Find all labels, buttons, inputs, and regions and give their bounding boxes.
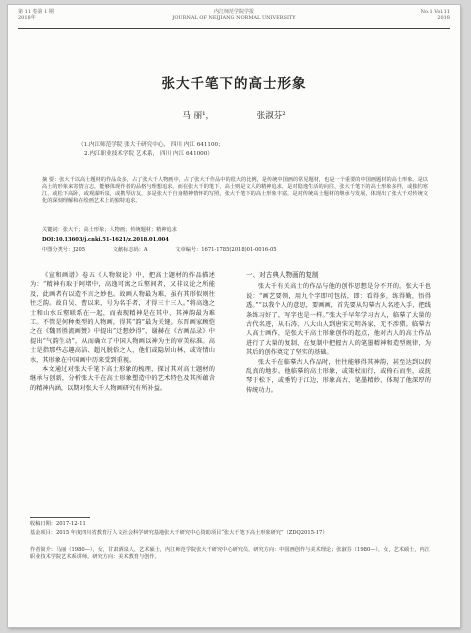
abstract: 摘 要：张大千以高士题材的作品众多，占了张大千人物画中，占了张大千作品中的很大的比例，是传统中国画的常见题材，也是一个重要的中国画题材的高士形象。是以高士的形象来寄情言志，能够体现作者的品格与理想追求。而在张大千的笔下，高士则是文人的精神追求，是对隐逸生活的向往，张大千笔下的高士形象多样，或独钓寒江，或松下高卧，或观瀑听泉，或携琴访友，多是张大千自身精神情怀的写照。张大千笔下的高士形象丰富，是对传统高士题材的继承与发展，体现出了张大千对传统文化的深刻理解和在绘画艺术上的独特追求。 [42, 177, 428, 205]
doi [42, 237, 169, 243]
header-volume-en: No.1 Vol.11 [420, 9, 450, 15]
received-date: 收稿日期：2017-12-11 [30, 521, 86, 527]
header-year-en: 2018 [437, 15, 450, 21]
author-line [8, 109, 460, 121]
author-2: 张淑芬² [256, 111, 286, 121]
author-1: 马 丽¹， [182, 111, 214, 121]
body-paragraph: 《宣和画谱》卷五《人物叙论》中，把高士题材的作品描述为：“精神有取于阿堵中，高逸可寓之丘壑间者，又非议论之所能及，此画者有以造不言之妙也。故画人物最为难，虽有其形似则往往乏韵。故自吴、曹以来，号为名手者，才得三十三人。”将高逸之士和山水丘壑联系在一起，而表现精神是在其中，其神韵最为难工。不管是何种类型的人物画，得其“韵”最为关键。东晋画家顾恺之在《魏晋胜流画赞》中提出“迁想妙得”，谢赫在《古画品录》中提出“气韵生动”，从而确立了中国人物画以神为主的审美标准。高士是指那些志趣高洁、超凡脱俗之人，他们或隐居山林，或寄情山水，其形象在中国画中历来受到重视。 [30, 272, 215, 364]
footnote-divider [30, 517, 90, 518]
running-header [18, 8, 450, 29]
journal-name-cn: 内江师范学院学报 [213, 9, 254, 15]
journal-name-en: JOURNAL OF NEIJIANG NORMAL UNIVERSITY [172, 15, 296, 21]
header-volume: 第 11 卷第 1 期 [18, 9, 54, 15]
header-journal [18, 9, 450, 21]
body-paragraph: 张大千有关高士的作品与他的创作思想是分不开的。张大千也说：“画艺要领，用九个字即可包括，即：看得多，练得勤，悟得透。”“以我个人的意思，要画画，首先要从勾摹古人名迹入手，把线条练习好了，写字也是一样。”张大千早年学习古人，临摹了大量的古代名迹，从石涛、八大山人到唐宋元明各家，无不涉猎。临摹古人高士画作，是张大千高士形象创作的起点，他对古人的高士作品进行了大量的复制，在复制中把握古人的笔墨精神和造型规律，为其后的创作奠定了坚实的基础。 [246, 283, 431, 357]
header-year: 2018年 [18, 15, 36, 21]
author-bio: 作者简介：马丽（1980—），女，甘肃酒泉人，艺术硕士，内江师范学院张大千研究中心研究员，研究方向：中国画创作与美术理论；张淑芬（1980—），女，艺术硕士，内江职业技术学院艺术系讲师，研究方向：美术教育与创作。 [30, 547, 430, 561]
affiliation-1: （1.内江师范学院 张大千研究中心， 四川 内江 641100； [78, 142, 224, 148]
body-left-column [30, 271, 215, 393]
affiliation-2: 2.内江职业技术学院 艺术系， 四川 内江 641000） [84, 151, 213, 157]
body-paragraph: 张大千在临摹古人作品时，往往能够得其神韵，甚至达到以假乱真的地步。他临摹的高士形象，或策杖而行，或倚石而坐，或抚琴于松下，或垂钓于江边，形象高古，笔墨精妙，体现了他深厚的传统功力。 [246, 358, 431, 394]
body-paragraph: 本文通过对张大千笔下高士形象的梳理，探讨其对高士题材的继承与创新，分析张大千在高士形象塑造中的艺术特色及其所蕴含的精神内涵，以期对张大千人物画研究有所补益。 [30, 366, 215, 392]
keywords: 关键词：张大千；高士形象；人物画；传统题材；精神追求 [42, 227, 177, 233]
article-number: 文章编号：1671-1785(2018)01-0016-05 [175, 247, 277, 253]
clc-number: 中图分类号：J205 [42, 247, 86, 253]
fund-note: 基金项目：2015 年度四川省教育厅人文社会科学研究基地张大千研究中心资助项目“张大千笔下高士形象研究”（ZDQ2015-17） [30, 530, 328, 536]
header-issue-en [421, 9, 450, 21]
body-right-column [246, 271, 431, 395]
document-code: 文献标志码：A [112, 247, 148, 253]
section-heading: 一、对古典人物画的复制 [246, 271, 319, 279]
classification-line [42, 246, 428, 253]
journal-page [8, 5, 460, 627]
doi-text: DOI:10.13603/j.cnki.51-1621/z.2018.01.004 [42, 237, 169, 243]
article-title: 张大千笔下的高士形象 [161, 76, 307, 92]
